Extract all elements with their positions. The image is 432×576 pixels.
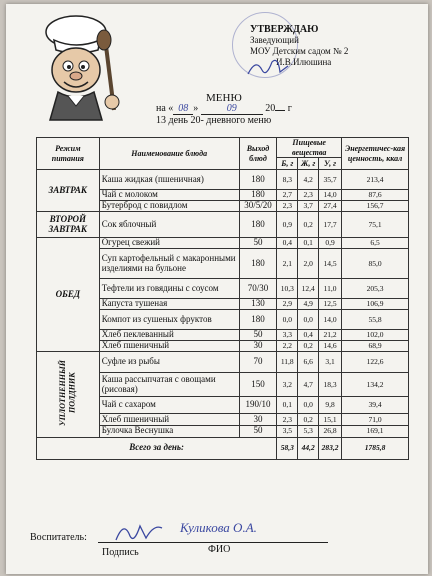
approval-organization: МОУ Детским садом № 2 bbox=[250, 46, 349, 56]
head-signature bbox=[244, 54, 292, 80]
meal-second-breakfast: ВТОРОЙ ЗАВТРАК bbox=[37, 212, 100, 238]
approval-position: Заведующий bbox=[250, 35, 299, 45]
table-row: ЗАВТРАК Каша жидкая (пшеничная) 180 8,3 4,2 35,7 213,4 bbox=[37, 170, 409, 190]
table-row: Чай с молоком 180 2,7 2,3 14,0 87,6 bbox=[37, 190, 409, 201]
menu-sheet bbox=[6, 4, 428, 574]
date-month: 09 bbox=[201, 103, 263, 115]
table-row: Хлеб пеклеванный 50 3,3 0,4 21,2 102,0 bbox=[37, 330, 409, 341]
table-row: Хлеб пшеничный 30 2,2 0,2 14,6 68,9 bbox=[37, 341, 409, 352]
table-row: ОБЕД Огурец свежий 50 0,4 0,1 0,9 6,5 bbox=[37, 238, 409, 249]
table-row: Хлеб пшеничный 30 2,3 0,2 15,1 71,0 bbox=[37, 413, 409, 425]
signature-label: Подпись bbox=[102, 547, 139, 558]
table-row: Булочка Веснушка 50 3,5 5,3 26,8 169,1 bbox=[37, 425, 409, 437]
educator-label: Воспитатель: bbox=[30, 532, 87, 543]
approval-heading: УТВЕРЖДАЮ bbox=[250, 24, 319, 35]
header-u: У, г bbox=[319, 158, 342, 170]
approval-name: И.В.Илюшина bbox=[276, 57, 332, 67]
header-zh: Ж, г bbox=[298, 158, 319, 170]
day-note: 13 день 20- дневного меню bbox=[156, 115, 272, 126]
header-yield: Выход блюд bbox=[239, 138, 277, 170]
educator-signature bbox=[110, 518, 166, 546]
table-row: УПЛОТНЕННЫЙ ПОЛДНИК Суфле из рыбы 70 11,8 6,6 3,1 122,6 bbox=[37, 352, 409, 373]
header-b: Б, г bbox=[277, 158, 298, 170]
total-kcal: 1785,8 bbox=[342, 437, 409, 459]
educator-name-handwritten: Куликова О.А. bbox=[180, 520, 257, 535]
meal-snack: УПЛОТНЕННЫЙ ПОЛДНИК bbox=[58, 360, 77, 426]
chef-boy-illustration bbox=[28, 10, 146, 122]
table-row: ВТОРОЙ ЗАВТРАК Сок яблочный 180 0,9 0,2 17,7 75,1 bbox=[37, 212, 409, 238]
meal-lunch: ОБЕД bbox=[37, 238, 100, 352]
table-row: Суп картофельный с макаронными изделиями на бульоне 180 2,1 2,0 14,5 85,0 bbox=[37, 249, 409, 279]
menu-date: на « 08 » 09 20 г bbox=[156, 103, 292, 114]
header-energy: Энергетичес-кая ценность, ккал bbox=[342, 138, 409, 170]
total-label: Всего за день: bbox=[37, 437, 277, 459]
total-row bbox=[37, 437, 409, 459]
total-u: 283,2 bbox=[319, 437, 342, 459]
date-day: 08 bbox=[173, 103, 193, 115]
total-b: 58,3 bbox=[277, 437, 298, 459]
total-zh: 44,2 bbox=[298, 437, 319, 459]
menu-table bbox=[36, 137, 409, 460]
name-label: ФИО bbox=[208, 544, 231, 555]
table-row: Чай с сахаром 190/10 0,1 0,0 9,8 39,4 bbox=[37, 396, 409, 413]
header-dish: Наименование блюда bbox=[99, 138, 239, 170]
menu-title: МЕНЮ bbox=[206, 92, 242, 104]
table-row: Каша рассыпчатая с овощами (рисовая) 150 3,2 4,7 18,3 134,2 bbox=[37, 373, 409, 397]
header-nutrients: Пищевые вещества bbox=[277, 138, 342, 158]
table-row: Тефтели из говядины с соусом 70/30 10,3 12,4 11,0 205,3 bbox=[37, 279, 409, 299]
table-row: Бутерброд с повидлом 30/5/20 2,3 3,7 27,4 156,7 bbox=[37, 201, 409, 212]
meal-snack-cell bbox=[37, 352, 100, 438]
table-row: Капуста тушеная 130 2,9 4,9 12,5 106,9 bbox=[37, 299, 409, 310]
table-row: Компот из сушеных фруктов 180 0,0 0,0 14,0 55,8 bbox=[37, 310, 409, 330]
header-mode: Режим питания bbox=[37, 138, 100, 170]
meal-breakfast: ЗАВТРАК bbox=[37, 170, 100, 212]
